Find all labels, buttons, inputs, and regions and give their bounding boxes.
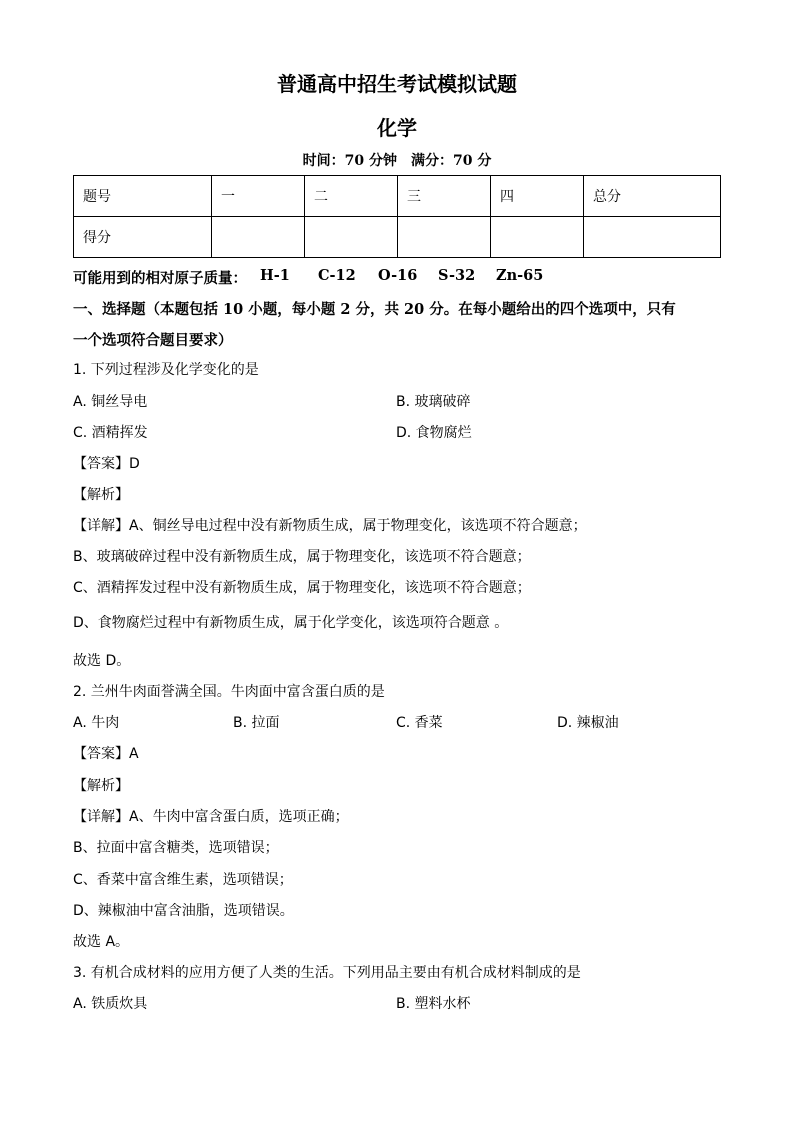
score-header-cell: 题号 [74, 176, 212, 217]
score-header-cell: 总分 [584, 176, 721, 217]
detail-line: 【详解】A、铜丝导电过程中没有新物质生成，属于物理变化，该选项不符合题意； [73, 518, 587, 534]
atomic-mass-item: S-32 [438, 267, 476, 284]
answer: 【答案】D [73, 456, 140, 472]
question-stem: 2. 兰州牛肉面誉满全国。牛肉面中富含蛋白质的是 [73, 684, 385, 700]
score-header-cell: 二 [305, 176, 398, 217]
option-a: A. 牛肉 [73, 715, 120, 731]
option-b: B. 玻璃破碎 [396, 394, 471, 410]
question-stem: 3. 有机合成材料的应用方便了人类的生活。下列用品主要由有机合成材料制成的是 [73, 965, 581, 981]
subject-title: 化学 [377, 116, 417, 140]
analysis-label: 【解析】 [73, 778, 129, 794]
option-c: C. 酒精挥发 [73, 425, 148, 441]
exam-info: 时间：70 分钟 满分：70 分 [302, 153, 492, 169]
conclusion: 故选 A。 [73, 934, 130, 950]
detail-line: D、辣椒油中富含油脂，选项错误。 [73, 903, 294, 919]
detail-line: B、玻璃破碎过程中没有新物质生成，属于物理变化，该选项不符合题意； [73, 549, 531, 565]
conclusion: 故选 D。 [73, 653, 131, 669]
atomic-mass-item: H-1 [260, 267, 290, 284]
atomic-mass-item: Zn-65 [496, 267, 544, 284]
section-heading: 一、选择题（本题包括 10 小题，每小题 2 分，共 20 分。在每小题给出的四个选项中，只有 [73, 301, 676, 318]
score-table-score-row [74, 217, 721, 258]
score-table-header-row [74, 176, 721, 217]
option-a: A. 铜丝导电 [73, 394, 148, 410]
detail-line: C、酒精挥发过程中没有新物质生成，属于物理变化，该选项不符合题意； [73, 580, 531, 596]
option-a: A. 铁质炊具 [73, 996, 148, 1012]
score-cell [212, 217, 305, 258]
score-table [73, 175, 721, 258]
score-header-cell: 三 [398, 176, 491, 217]
score-row-label: 得分 [74, 217, 212, 258]
atomic-mass-line [73, 267, 247, 288]
option-c: C. 香菜 [396, 715, 443, 731]
section-heading-cont: 一个选项符合题目要求） [73, 332, 233, 349]
score-cell [584, 217, 721, 258]
detail-line: C、香菜中富含维生素，选项错误； [73, 872, 293, 888]
score-header-cell: 一 [212, 176, 305, 217]
score-header-cell: 四 [491, 176, 584, 217]
detail-line: D、食物腐烂过程中有新物质生成，属于化学变化，该选项符合题意 。 [73, 615, 509, 631]
option-d: D. 食物腐烂 [396, 425, 472, 441]
detail-line: 【详解】A、牛肉中富含蛋白质，选项正确； [73, 809, 349, 825]
score-cell [398, 217, 491, 258]
atomic-mass-item: O-16 [378, 267, 418, 284]
exam-title: 普通高中招生考试模拟试题 [277, 72, 517, 96]
atomic-mass-item: C-12 [318, 267, 356, 284]
score-cell [491, 217, 584, 258]
detail-line: B、拉面中富含糖类，选项错误； [73, 840, 279, 856]
analysis-label: 【解析】 [73, 487, 129, 503]
atomic-mass-label: 可能用到的相对原子质量： [73, 270, 247, 287]
score-cell [305, 217, 398, 258]
answer: 【答案】A [73, 746, 139, 762]
option-b: B. 拉面 [233, 715, 280, 731]
option-d: D. 辣椒油 [557, 715, 619, 731]
question-stem: 1. 下列过程涉及化学变化的是 [73, 362, 259, 378]
option-b: B. 塑料水杯 [396, 996, 471, 1012]
